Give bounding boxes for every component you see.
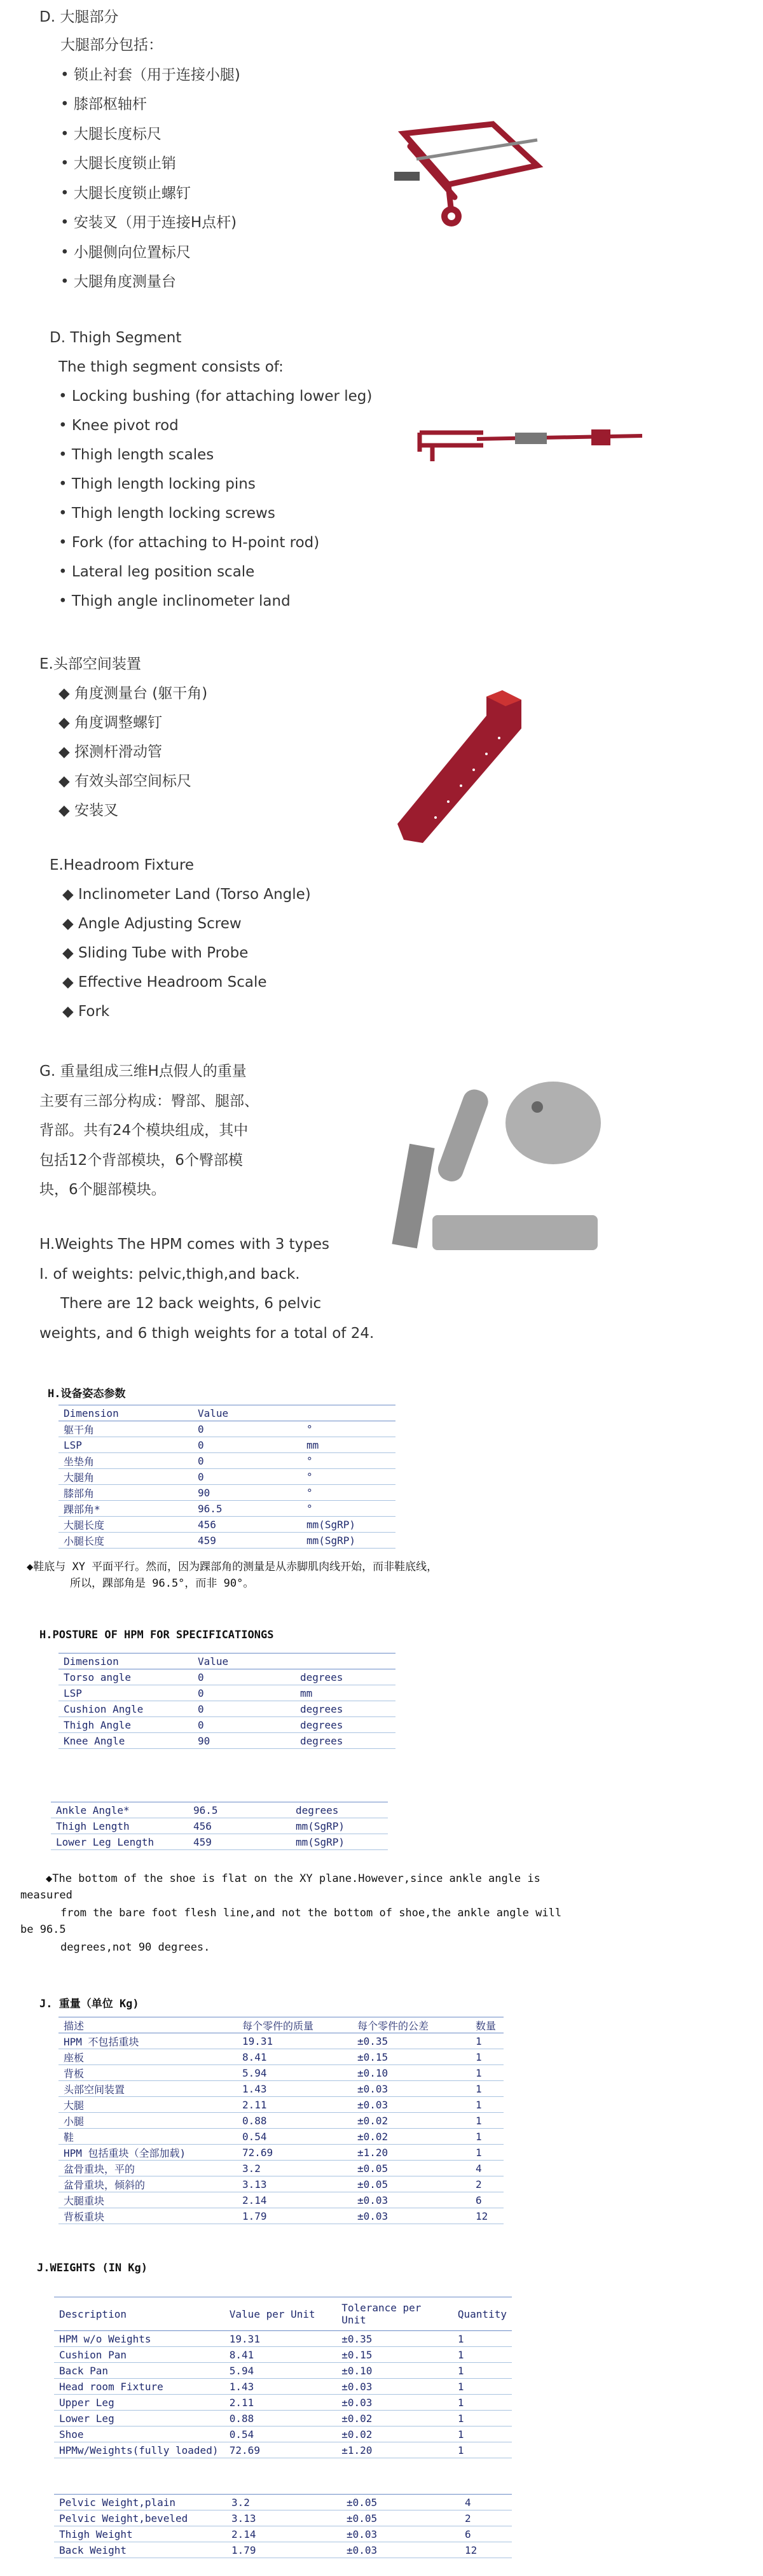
- column-header: [301, 1405, 395, 1421]
- table-row: [58, 2097, 504, 2113]
- text-line: weights, and 6 thigh weights for a total of 24.: [39, 1325, 375, 1342]
- list-item: ◆ Angle Adjusting Screw: [62, 916, 242, 932]
- cell: °: [301, 1469, 395, 1485]
- table-row: [54, 2510, 512, 2526]
- cell: 1.43: [224, 2379, 336, 2395]
- footnote: degrees,not 90 degrees.: [60, 1941, 210, 1954]
- table-row: [58, 1469, 395, 1485]
- cell: 1: [453, 2442, 512, 2458]
- cell: ±0.15: [336, 2347, 453, 2363]
- text-line: H.Weights The HPM comes with 3 types: [39, 1236, 330, 1253]
- cell: ±0.03: [341, 2526, 460, 2542]
- cell: 0.54: [224, 2426, 336, 2442]
- cell: Shoe: [54, 2426, 224, 2442]
- cell: 456: [193, 1517, 301, 1533]
- cell: 1: [453, 2347, 512, 2363]
- list-item: • Thigh length scales: [58, 447, 214, 463]
- cell: degrees: [295, 1669, 395, 1685]
- cell: 1: [453, 2379, 512, 2395]
- cell: LSP: [58, 1685, 193, 1701]
- table-row: [58, 1669, 395, 1685]
- table-row: [54, 2331, 512, 2347]
- cell: 1: [471, 2081, 504, 2097]
- cell: 3.2: [237, 2161, 352, 2176]
- cell: 2.14: [226, 2526, 341, 2542]
- column-header: Description: [54, 2297, 224, 2331]
- column-header: Tolerance per Unit: [336, 2297, 453, 2331]
- cell: ±0.02: [352, 2113, 471, 2129]
- cell: Upper Leg: [54, 2395, 224, 2411]
- cell: ±0.10: [336, 2363, 453, 2379]
- table-row: [58, 2208, 504, 2224]
- cell: 2.11: [224, 2395, 336, 2411]
- text-line: 包括12个背部模块，6个臀部模: [39, 1152, 243, 1169]
- cell: 大腿角: [58, 1469, 193, 1485]
- cell: 小腿: [58, 2113, 237, 2129]
- cell: 1: [471, 2033, 504, 2049]
- cell: ±1.20: [336, 2442, 453, 2458]
- cell: mm(SgRP): [291, 1818, 388, 1834]
- table-row: [58, 1453, 395, 1469]
- list-item: ◆ Sliding Tube with Probe: [62, 945, 249, 961]
- cell: 1: [471, 2097, 504, 2113]
- table-row: [58, 2065, 504, 2081]
- table-row: [54, 2411, 512, 2426]
- list-item: ◆ Fork: [62, 1003, 110, 1020]
- text-line: There are 12 back weights, 6 pelvic: [60, 1295, 322, 1312]
- column-header: 数量: [471, 2017, 504, 2033]
- cell: 1: [453, 2363, 512, 2379]
- cell: Thigh Length: [51, 1818, 188, 1834]
- cell: Back Pan: [54, 2363, 224, 2379]
- text-line: 主要有三部分构成：臀部、腿部、: [39, 1093, 259, 1110]
- cell: mm(SgRP): [291, 1834, 388, 1850]
- list-item: • 大腿长度锁止销: [60, 155, 176, 172]
- cell: ±0.03: [352, 2192, 471, 2208]
- column-header: Dimension: [58, 1654, 193, 1669]
- table-row: [54, 2442, 512, 2458]
- cell: ±0.03: [352, 2081, 471, 2097]
- cell: 1: [453, 2426, 512, 2442]
- cell: 12: [471, 2208, 504, 2224]
- cell: ±0.02: [352, 2129, 471, 2145]
- section-title: D. Thigh Segment: [50, 330, 182, 346]
- list-item: • Fork (for attaching to H-point rod): [58, 534, 320, 551]
- cell: 2.14: [237, 2192, 352, 2208]
- table-row: [58, 2049, 504, 2065]
- column-header: Dimension: [58, 1405, 193, 1421]
- cell: Cushion Pan: [54, 2347, 224, 2363]
- cell: ±0.35: [336, 2331, 453, 2347]
- cell: 鞋: [58, 2129, 237, 2145]
- cell: 头部空间装置: [58, 2081, 237, 2097]
- table-row: [54, 2395, 512, 2411]
- cell: mm: [295, 1685, 395, 1701]
- thigh-segment-image: [413, 420, 649, 464]
- cell: ±0.03: [341, 2542, 460, 2558]
- cell: Torso angle: [58, 1669, 193, 1685]
- table-row: [58, 2161, 504, 2176]
- footnote: from the bare foot flesh line,and not the bottom of shoe,the ankle angle will: [60, 1907, 562, 1919]
- table-row: [54, 2426, 512, 2442]
- cell: 坐垫角: [58, 1453, 193, 1469]
- cell: 2: [471, 2176, 504, 2192]
- cell: 0: [193, 1669, 295, 1685]
- table-row: [58, 2081, 504, 2097]
- cell: degrees: [295, 1733, 395, 1749]
- cell: 12: [460, 2542, 512, 2558]
- cell: 3.13: [237, 2176, 352, 2192]
- cell: mm(SgRP): [301, 1533, 395, 1549]
- cell: 2: [460, 2510, 512, 2526]
- cell: 踝部角*: [58, 1501, 193, 1517]
- table-title: H.设备姿态参数: [48, 1388, 126, 1400]
- cell: 3.2: [226, 2495, 341, 2510]
- table-row: [54, 2347, 512, 2363]
- table-row: [58, 1717, 395, 1733]
- cell: 96.5: [188, 1802, 291, 1818]
- cell: Ankle Angle*: [51, 1802, 188, 1818]
- cell: 0.88: [224, 2411, 336, 2426]
- list-item: ◆ Effective Headroom Scale: [62, 974, 267, 991]
- table-row: [58, 1733, 395, 1749]
- weights-image: [382, 1069, 610, 1260]
- column-header: 描述: [58, 2017, 237, 2033]
- column-header: [295, 1654, 395, 1669]
- text-line: 背部。共有24个模块组成，其中: [39, 1122, 249, 1139]
- cell: 盆骨重块，平的: [58, 2161, 237, 2176]
- cell: ±0.03: [336, 2395, 453, 2411]
- cell: 大腿长度: [58, 1517, 193, 1533]
- cell: Pelvic Weight,plain: [54, 2495, 226, 2510]
- list-item: • Locking bushing (for attaching lower leg): [58, 388, 373, 405]
- table-title: J. 重量（单位 Kg): [39, 1998, 139, 2010]
- column-header: Quantity: [453, 2297, 512, 2331]
- cell: ±0.02: [336, 2411, 453, 2426]
- text-line: I. of weights: pelvic,thigh,and back.: [39, 1266, 300, 1283]
- cell: 1.43: [237, 2081, 352, 2097]
- list-item: • 大腿长度锁止螺钉: [60, 185, 191, 202]
- cell: 1.79: [237, 2208, 352, 2224]
- cell: mm(SgRP): [301, 1517, 395, 1533]
- table-row: [58, 1517, 395, 1533]
- footnote: ◆The bottom of the shoe is flat on the XY plane.However,since ankle angle is: [46, 1872, 540, 1885]
- cell: 1: [471, 2065, 504, 2081]
- table-row: [58, 1485, 395, 1501]
- cell: 4: [471, 2161, 504, 2176]
- cell: 背板: [58, 2065, 237, 2081]
- cell: 1: [471, 2145, 504, 2161]
- cell: 背板重块: [58, 2208, 237, 2224]
- cell: HPMw/Weights(fully loaded): [54, 2442, 224, 2458]
- table-row: [58, 1533, 395, 1549]
- cell: degrees: [295, 1717, 395, 1733]
- text-line: G. 重量组成三维H点假人的重量: [39, 1063, 247, 1080]
- column-header: 每个零件的公差: [352, 2017, 471, 2033]
- table-header-row: [58, 2017, 504, 2033]
- cell: ±0.35: [352, 2033, 471, 2049]
- cell: 1: [453, 2395, 512, 2411]
- cell: ±0.02: [336, 2426, 453, 2442]
- cell: 19.31: [237, 2033, 352, 2049]
- list-item: • 大腿长度标尺: [60, 126, 162, 143]
- cell: 盆骨重块，倾斜的: [58, 2176, 237, 2192]
- list-item: • Thigh angle inclinometer land: [58, 593, 291, 609]
- cell: 0: [193, 1701, 295, 1717]
- table-row: [54, 2363, 512, 2379]
- table-header-row: [54, 2297, 512, 2331]
- posture-table-en-continued: [51, 1802, 388, 1850]
- table-row: [54, 2495, 512, 2510]
- cell: 1.79: [226, 2542, 341, 2558]
- cell: 1: [471, 2049, 504, 2065]
- list-item: ◆ 角度测量台 (躯干角): [58, 685, 208, 702]
- cell: ±0.03: [336, 2379, 453, 2395]
- text-line: 块，6个腿部模块。: [39, 1181, 166, 1198]
- cell: ±0.05: [352, 2176, 471, 2192]
- list-item: ◆ 有效头部空间标尺: [58, 773, 191, 790]
- thigh-frame-image: [391, 121, 556, 229]
- table-row: [58, 2176, 504, 2192]
- list-item: • 大腿角度测量台: [60, 274, 176, 290]
- cell: Back Weight: [54, 2542, 226, 2558]
- list-item: • Thigh length locking pins: [58, 476, 256, 492]
- cell: 3.13: [226, 2510, 341, 2526]
- cell: 5.94: [237, 2065, 352, 2081]
- table-title: H.POSTURE OF HPM FOR SPECIFICATIONGS: [39, 1629, 274, 1641]
- table-row: [58, 2129, 504, 2145]
- table-row: [58, 1701, 395, 1717]
- cell: 0: [193, 1717, 295, 1733]
- cell: 72.69: [224, 2442, 336, 2458]
- list-item: • Knee pivot rod: [58, 417, 179, 434]
- column-header: 每个零件的质量: [237, 2017, 352, 2033]
- cell: Thigh Weight: [54, 2526, 226, 2542]
- table-row: [51, 1802, 388, 1818]
- cell: ±0.05: [341, 2495, 460, 2510]
- table-row: [54, 2526, 512, 2542]
- cell: 躯干角: [58, 1421, 193, 1437]
- posture-table-cn: [58, 1405, 395, 1549]
- section-intro: The thigh segment consists of:: [58, 359, 284, 375]
- cell: 4: [460, 2495, 512, 2510]
- table-row: [58, 2192, 504, 2208]
- cell: 90: [193, 1733, 295, 1749]
- cell: mm: [301, 1437, 395, 1453]
- cell: 大腿重块: [58, 2192, 237, 2208]
- cell: ±0.10: [352, 2065, 471, 2081]
- cell: Lower Leg: [54, 2411, 224, 2426]
- cell: 459: [188, 1834, 291, 1850]
- cell: 72.69: [237, 2145, 352, 2161]
- list-item: • 膝部枢轴杆: [60, 96, 147, 113]
- cell: HPM 不包括重块: [58, 2033, 237, 2049]
- list-item: ◆ 角度调整螺钉: [58, 714, 162, 731]
- cell: ±1.20: [352, 2145, 471, 2161]
- cell: Knee Angle: [58, 1733, 193, 1749]
- table-row: [51, 1818, 388, 1834]
- list-item: • Lateral leg position scale: [58, 564, 255, 580]
- column-header: Value: [193, 1405, 301, 1421]
- table-row: [58, 2113, 504, 2129]
- cell: °: [301, 1485, 395, 1501]
- cell: Cushion Angle: [58, 1701, 193, 1717]
- cell: 座板: [58, 2049, 237, 2065]
- cell: 8.41: [237, 2049, 352, 2065]
- column-header: Value: [193, 1654, 295, 1669]
- cell: °: [301, 1501, 395, 1517]
- cell: 6: [471, 2192, 504, 2208]
- cell: °: [301, 1421, 395, 1437]
- table-row: [51, 1834, 388, 1850]
- cell: 8.41: [224, 2347, 336, 2363]
- cell: 2.11: [237, 2097, 352, 2113]
- cell: 0: [193, 1469, 301, 1485]
- list-item: • Thigh length locking screws: [58, 505, 275, 522]
- cell: Head room Fixture: [54, 2379, 224, 2395]
- cell: 0.54: [237, 2129, 352, 2145]
- cell: ±0.15: [352, 2049, 471, 2065]
- cell: 0: [193, 1685, 295, 1701]
- cell: 0: [193, 1437, 301, 1453]
- cell: 0: [193, 1421, 301, 1437]
- table-row: [58, 1685, 395, 1701]
- cell: ±0.05: [341, 2510, 460, 2526]
- list-item: ◆ 安装叉: [58, 802, 118, 819]
- cell: 1: [471, 2113, 504, 2129]
- section-title: D. 大腿部分: [39, 9, 119, 25]
- cell: 膝部角: [58, 1485, 193, 1501]
- list-item: • 安装叉（用于连接H点杆): [60, 214, 237, 231]
- cell: Lower Leg Length: [51, 1834, 188, 1850]
- cell: 大腿: [58, 2097, 237, 2113]
- cell: degrees: [295, 1701, 395, 1717]
- weights-table-cn: [58, 2017, 504, 2224]
- cell: Pelvic Weight,beveled: [54, 2510, 226, 2526]
- cell: ±0.03: [352, 2208, 471, 2224]
- table-row: [58, 2145, 504, 2161]
- posture-table-en: [58, 1653, 395, 1749]
- table-title: J.WEIGHTS (IN Kg): [37, 2262, 148, 2274]
- cell: 456: [188, 1818, 291, 1834]
- section-title: E.头部空间装置: [39, 656, 141, 672]
- list-item: ◆ Inclinometer Land (Torso Angle): [62, 886, 311, 903]
- footnote: ◆鞋底与 XY 平面平行。然而，因为踝部角的测量是从赤脚肌肉线开始，而非鞋底线，: [27, 1561, 438, 1573]
- cell: 1: [453, 2331, 512, 2347]
- table-row: [58, 1421, 395, 1437]
- list-item: • 锁止衬套（用于连接小腿): [60, 67, 240, 83]
- table-row: [58, 1501, 395, 1517]
- footnote: 所以，踝部角是 96.5°，而非 90°。: [70, 1577, 254, 1590]
- footnote: measured: [20, 1889, 72, 1902]
- weights-table-en: [54, 2297, 512, 2458]
- cell: 1: [453, 2411, 512, 2426]
- section-intro: 大腿部分包括：: [60, 37, 163, 53]
- headroom-fixture-image: [391, 690, 556, 849]
- column-header: Value per Unit: [224, 2297, 336, 2331]
- cell: LSP: [58, 1437, 193, 1453]
- section-title: E.Headroom Fixture: [50, 857, 195, 874]
- cell: HPM w/o Weights: [54, 2331, 224, 2347]
- cell: 96.5: [193, 1501, 301, 1517]
- list-item: ◆ 探测杆滑动管: [58, 744, 162, 760]
- table-header-row: [58, 1405, 395, 1421]
- table-header-row: [58, 1654, 395, 1669]
- cell: 0: [193, 1453, 301, 1469]
- cell: °: [301, 1453, 395, 1469]
- cell: 90: [193, 1485, 301, 1501]
- cell: ±0.03: [352, 2097, 471, 2113]
- cell: 小腿长度: [58, 1533, 193, 1549]
- cell: 19.31: [224, 2331, 336, 2347]
- table-row: [54, 2542, 512, 2558]
- cell: 1: [471, 2129, 504, 2145]
- cell: degrees: [291, 1802, 388, 1818]
- cell: Thigh Angle: [58, 1717, 193, 1733]
- table-row: [58, 2033, 504, 2049]
- cell: ±0.05: [352, 2161, 471, 2176]
- table-row: [58, 1437, 395, 1453]
- cell: 6: [460, 2526, 512, 2542]
- footnote: be 96.5: [20, 1923, 66, 1936]
- cell: 5.94: [224, 2363, 336, 2379]
- cell: HPM 包括重块（全部加载): [58, 2145, 237, 2161]
- weights-table-en-continued: [54, 2494, 512, 2558]
- cell: 459: [193, 1533, 301, 1549]
- table-row: [54, 2379, 512, 2395]
- cell: 0.88: [237, 2113, 352, 2129]
- list-item: • 小腿侧向位置标尺: [60, 244, 191, 261]
